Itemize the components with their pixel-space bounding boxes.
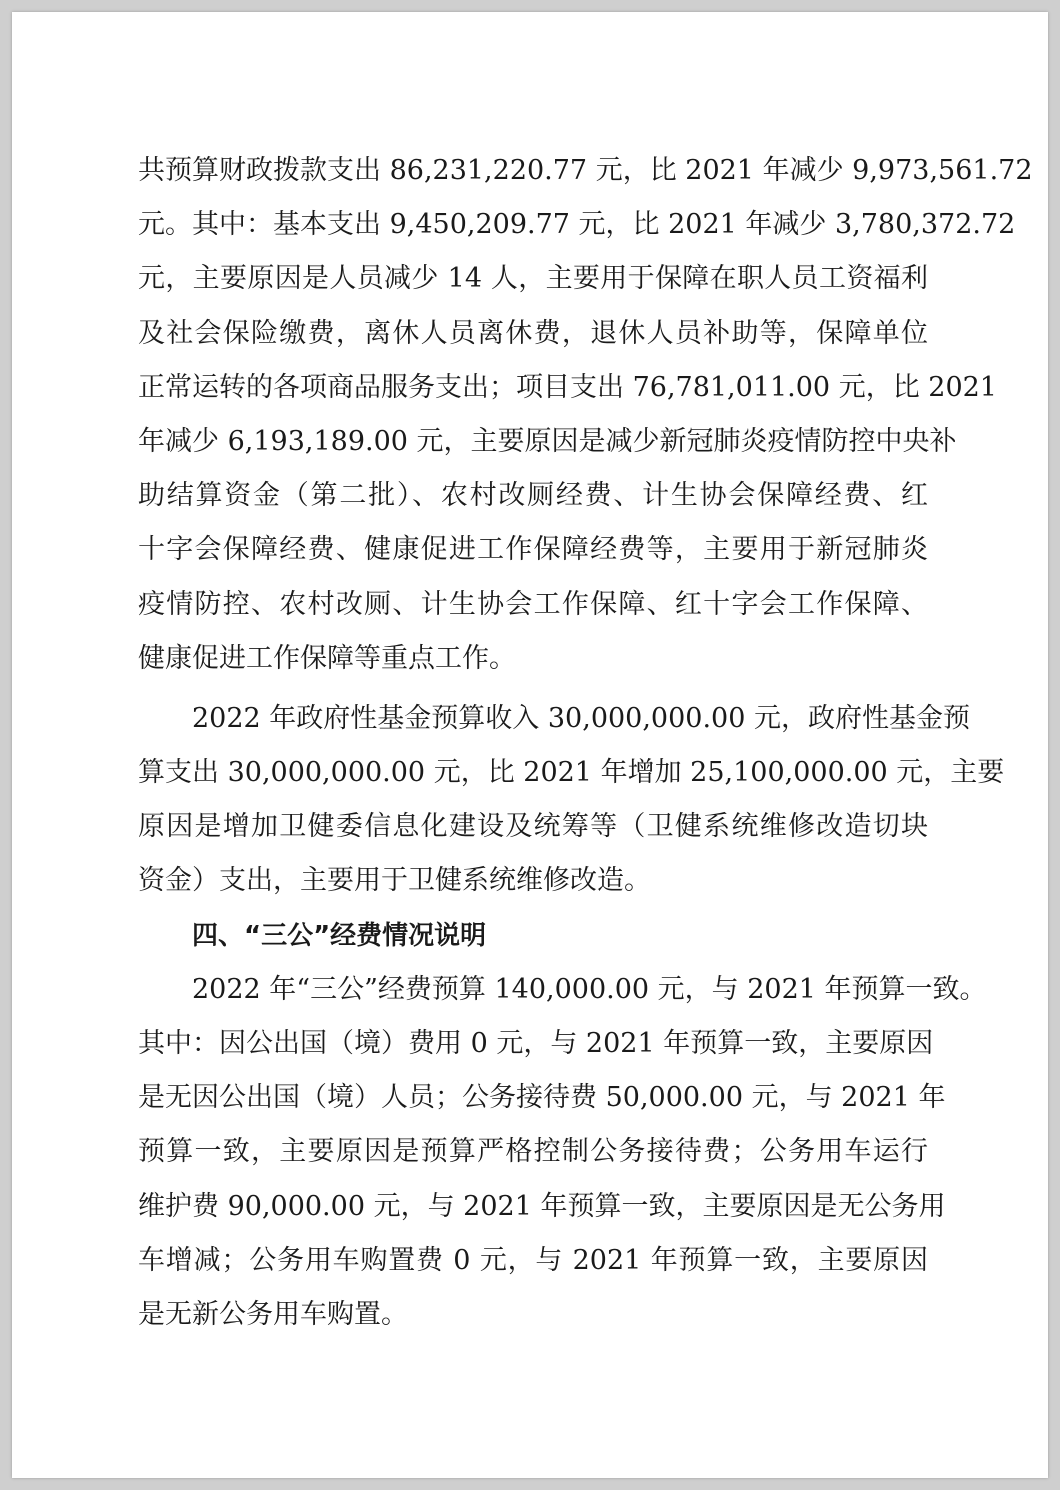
text-line: 健康促进工作保障等重点工作。 <box>138 642 516 674</box>
document-body <box>138 144 1033 1342</box>
section-heading: 四、“三公”经费情况说明 <box>192 920 487 951</box>
text-line: 元，主要原因是人员减少 14 人，主要用于保障在职人员工资福利 <box>138 263 928 295</box>
document-page <box>12 12 1048 1478</box>
text-line: 原因是增加卫健委信息化建设及统筹等（卫健系统维修改造切块 <box>138 811 928 843</box>
paragraph-budget-expenditure <box>138 144 1033 686</box>
text-line: 助结算资金（第二批）、农村改厕经费、计生协会保障经费、红 <box>138 480 928 512</box>
text-line: 十字会保障经费、健康促进工作保障经费等，主要用于新冠肺炎 <box>138 534 928 566</box>
text-line: 元。其中：基本支出 9,450,209.77 元，比 2021 年减少 3,780,372.72 <box>138 209 1016 241</box>
text-line: 是无新公务用车购置。 <box>138 1298 408 1330</box>
text-line: 及社会保险缴费，离休人员离休费，退休人员补助等，保障单位 <box>138 317 928 349</box>
text-line: 其中：因公出国（境）费用 0 元，与 2021 年预算一致，主要原因 <box>138 1028 934 1059</box>
paragraph-government-fund <box>138 692 1005 909</box>
text-line: 维护费 90,000.00 元，与 2021 年预算一致，主要原因是无公务用 <box>138 1190 946 1222</box>
text-line: 算支出 30,000,000.00 元，比 2021 年增加 25,100,000.00 元，主要 <box>138 757 1005 789</box>
text-line: 是无因公出国（境）人员；公务接待费 50,000.00 元，与 2021 年 <box>138 1082 946 1114</box>
text-line: 资金）支出，主要用于卫健系统维修改造。 <box>138 865 651 897</box>
text-line: 2022 年政府性基金预算收入 30,000,000.00 元，政府性基金预 <box>192 702 970 734</box>
text-line: 车增减；公务用车购置费 0 元，与 2021 年预算一致，主要原因 <box>138 1244 928 1276</box>
text-line: 正常运转的各项商品服务支出；项目支出 76,781,011.00 元，比 2021 <box>138 371 997 403</box>
text-line: 疫情防控、农村改厕、计生协会工作保障、红十字会工作保障、 <box>138 588 928 620</box>
paragraph-three-public-expenses <box>138 963 987 1342</box>
text-line: 共预算财政拨款支出 86,231,220.77 元，比 2021 年减少 9,973,561.72 <box>138 155 1033 186</box>
text-line: 2022 年“三公”经费预算 140,000.00 元，与 2021 年预算一致。 <box>192 973 987 1005</box>
text-line: 年减少 6,193,189.00 元，主要原因是减少新冠肺炎疫情防控中央补 <box>138 425 957 457</box>
text-line: 预算一致，主要原因是预算严格控制公务接待费；公务用车运行 <box>138 1136 928 1168</box>
